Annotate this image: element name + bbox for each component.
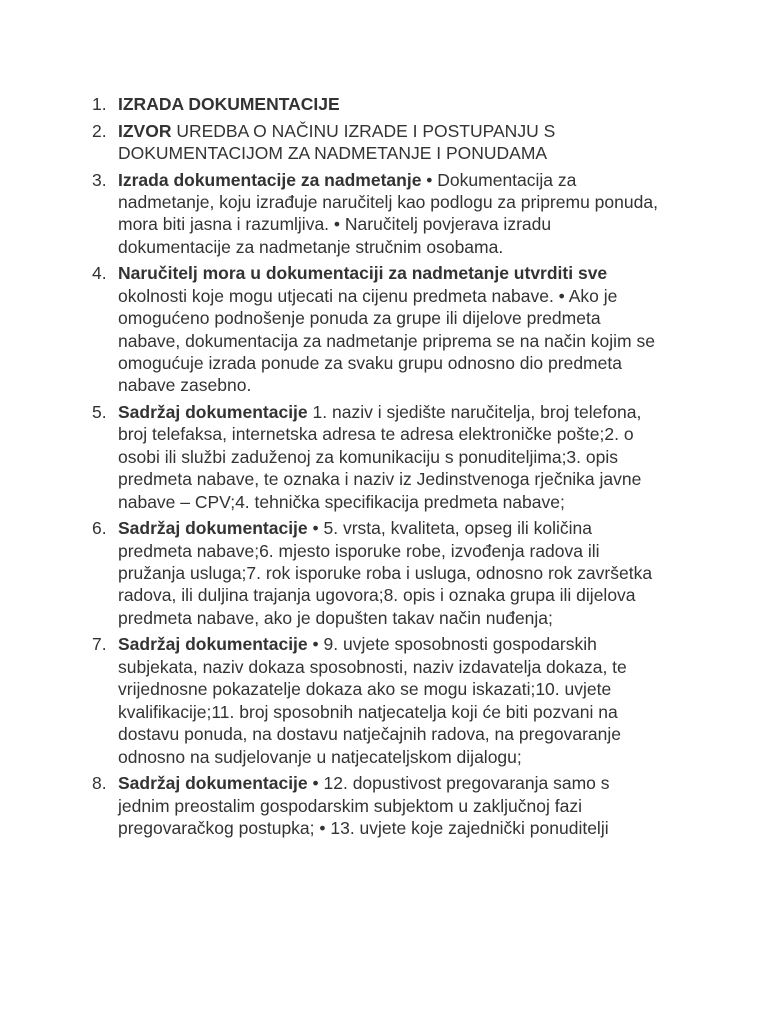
item-number: 4. — [92, 263, 107, 284]
numbered-list — [90, 93, 660, 844]
item-heading: IZRADA DOKUMENTACIJE — [118, 94, 340, 114]
item-number: 5. — [92, 402, 107, 423]
item-number: 3. — [92, 169, 107, 190]
list-item — [90, 120, 660, 165]
item-heading: Sadržaj dokumentacije — [118, 402, 308, 423]
list-item — [90, 93, 660, 115]
item-text: UREDBA O NAČINU IZRADE I POSTUPANJU S DOKUMENTACIJOM ZA NADMETANJE I PONUDAMA — [118, 120, 556, 163]
list-item — [90, 169, 660, 259]
item-heading: Sadržaj dokumentacije — [118, 773, 308, 794]
item-heading: Sadržaj dokumentacije — [118, 518, 308, 539]
item-number: 6. — [92, 518, 107, 539]
list-item — [90, 262, 660, 396]
item-heading: Sadržaj dokumentacije — [118, 634, 308, 655]
item-text: okolnosti koje mogu utjecati na cijenu predmeta nabave. • Ako je omogućeno podnošenje ponuda za grupe ili dijelove predmeta nabave, dokumentacija za nadmetanje priprema se na način kojim se omogućuje izrada ponude za svaku grupu odnosno dio predmeta nabave zasebno. — [118, 285, 655, 396]
list-item — [90, 517, 660, 629]
list-item — [90, 633, 660, 767]
item-number: 1. — [92, 94, 107, 114]
item-text: • 5. vrsta, kvaliteta, opseg ili količina predmeta nabave;6. mjesto isporuke robe, izvođenja radova ili pružanja usluga;7. rok isporuke roba i usluga, odnosno rok završetka radova, ili duljina trajanja ugovora;8. opis i oznaka grupa ili dijelova predmeta nabave, ako je dopušten takav način nuđenja; — [118, 518, 653, 628]
item-number: 8. — [92, 773, 107, 794]
list-item — [90, 401, 660, 513]
item-heading: IZVOR — [118, 120, 172, 141]
item-number: 2. — [92, 120, 107, 141]
list-item — [90, 772, 660, 839]
item-text: • Dokumentacija za nadmetanje, koju izrađuje naručitelj kao podlogu za pripremu ponuda, mora biti jasna i razumljiva. • Naručitelj povjerava izradu dokumentacije za nadmetanje stručnim osobama. — [118, 169, 658, 257]
item-text: • 9. uvjete sposobnosti gospodarskih subjekata, naziv dokaza sposobnosti, naziv izdavatelja dokaza, te vrijednosne pokazatelje dokaza ako se mogu iskazati;10. uvjete kvalifikacije;11. broj sposobnih natjecatelja koji će biti pozvani na dostavu ponuda, na dostavu natječajnih radova, na pregovaranje odnosno na sudjelovanje u natjecateljskom dijalogu; — [118, 634, 627, 767]
item-text: 1. naziv i sjedište naručitelja, broj telefona, broj telefaksa, internetska adresa te adresa elektroničke pošte;2. o osobi ili službi zaduženoj za komunikaciju s ponuditeljima;3. opis predmeta nabave, te oznaka i naziv iz Jedinstvenoga rječnika javne nabave – CPV;4. tehnička specifikacija predmeta nabave; — [118, 402, 642, 512]
item-text: • 12. dopustivost pregovaranja samo s jednim preostalim gospodarskim subjektom u zaključnoj fazi pregovaračkog postupka; • 13. uvjete koje zajednički ponuditelji — [118, 773, 610, 838]
item-heading: Izrada dokumentacije za nadmetanje — [118, 169, 422, 190]
item-number: 7. — [92, 634, 107, 655]
item-heading: Naručitelj mora u dokumentaciji za nadmetanje utvrditi sve — [118, 263, 608, 284]
